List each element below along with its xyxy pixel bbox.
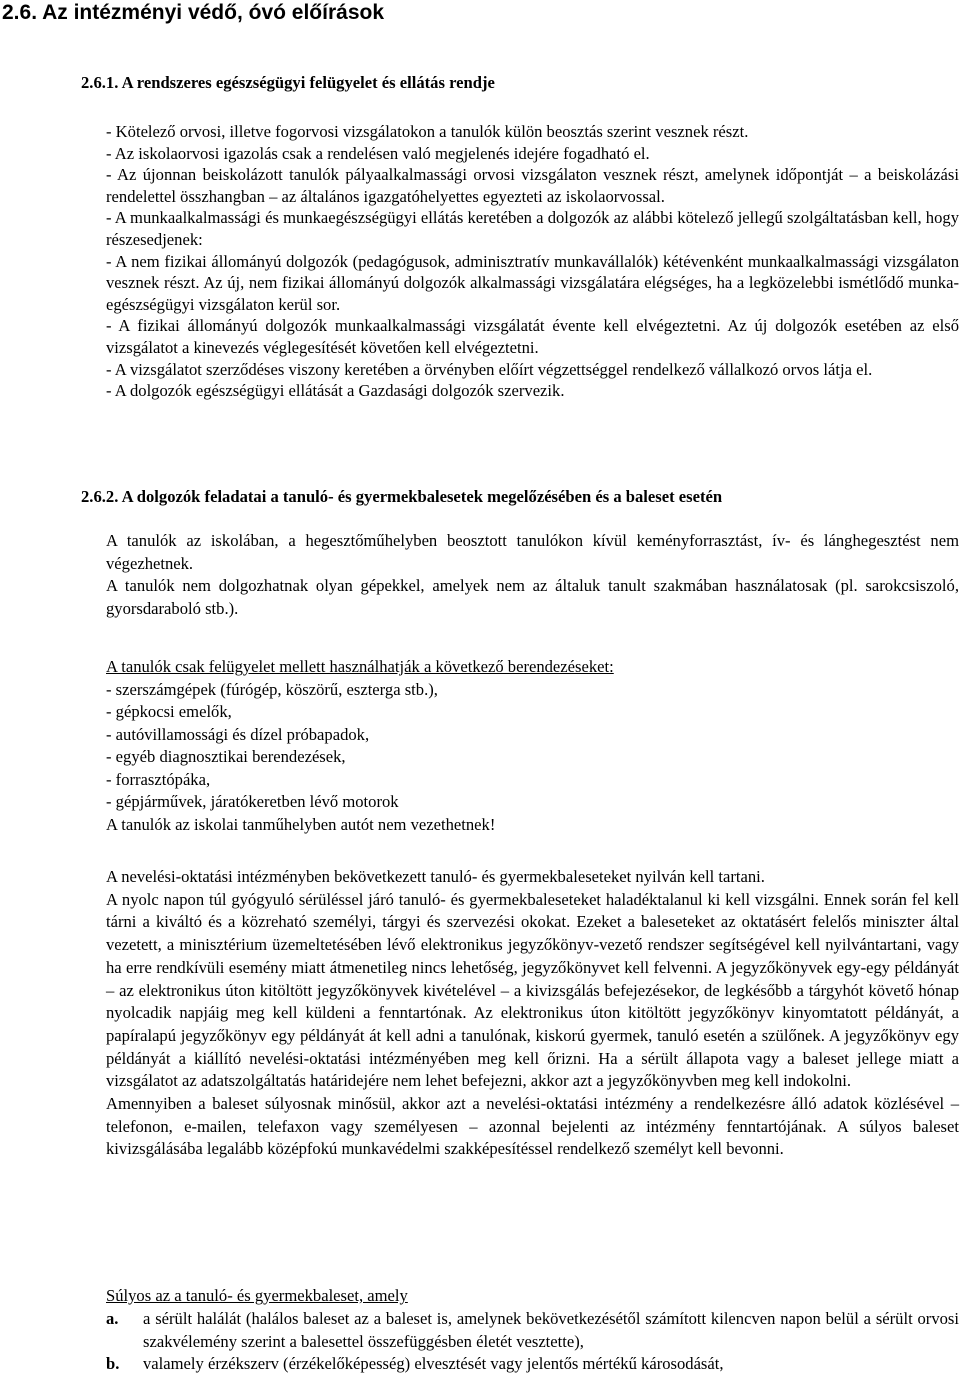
accident-procedure <box>106 866 959 1161</box>
section-heading-2-6-1: 2.6.1. A rendszeres egészségügyi felügyelet és ellátás rendje <box>81 73 495 92</box>
paragraph: - A nem fizikai állományú dolgozók (pedagógusok, adminisztratív munkavállalók) kétévenként munkaalkalmassági vizsgálaton vesznek részt. Az új, nem fizikai állományú dolgozók alkalmassági vizsgálatára elégséges, ha a legközelebbi ismétlődő munka-egészségügyi vizsgálaton kerül sor. <box>106 251 959 314</box>
paragraph: - Az újonnan beiskolázott tanulók pályaalkalmassági orvosi vizsgálaton vesznek részt, amelynek időpontját – a beiskolázási rendelettel összhangban – az általános igazgatóhelyettes egyezteti az iskolaorvossal. <box>106 165 959 206</box>
paragraph: Amennyiben a baleset súlyosnak minősül, akkor azt a nevelési-oktatási intézmény a rendelkezésre álló adatok közlésével – telefonon, e-mailen, telefaxon vagy személyesen – azonnal bejelenti az intézmény fenntartójának. A súlyos baleset kivizsgálásába legalább középfokú munkavédelmi szakképesítéssel rendelkező személyt kell bevonni. <box>106 1094 959 1159</box>
list-item-text: a sérült halálát (halálos baleset az a baleset is, amelynek bekövetkezésétől számított kilencven napon belül a sérült orvosi szakvélemény szerint a balesettel összefüggésben életét vesztette), <box>143 1309 959 1351</box>
list-item-label: b. <box>106 1354 120 1373</box>
paragraph: - A fizikai állományú dolgozók munkaalkalmassági vizsgálatát évente kell elvégeztetni. Az új dolgozók esetében az első vizsgálatot a kinevezés véglegesítését követően kell elvégeztetni. <box>106 316 959 357</box>
section-heading-2-6-2: 2.6.2. A dolgozók feladatai a tanuló- és gyermekbalesetek megelőzésében és a baleset esetén <box>81 487 723 506</box>
paragraph: - A dolgozók egészségügyi ellátását a Gazdasági dolgozók szervezik. <box>106 381 565 401</box>
list-item-text: valamely érzékszerv (érzékelőképesség) elvesztését vagy jelentős mértékű károsodását, <box>143 1354 724 1373</box>
paragraph: - Kötelező orvosi, illetve fogorvosi vizsgálatokon a tanulók külön beosztás szerint vesznek részt. <box>106 122 749 141</box>
list-item-label: a. <box>106 1309 119 1328</box>
section-2-6-1-body <box>106 121 959 402</box>
section-2-6-2-intro <box>106 530 959 620</box>
paragraph: - A vizsgálatot szerződéses viszony keretében a örvényben előírt végzettséggel rendelkező vállalkozó orvos látja el. <box>106 359 873 379</box>
list-item: - egyéb diagnosztikai berendezések, <box>106 747 346 766</box>
page-title: 2.6. Az intézményi védő, óvó előírások <box>2 1 385 24</box>
list-item: - gépkocsi emelők, <box>106 702 232 721</box>
list-item: - szerszámgépek (fúrógép, köszörű, eszterga stb.), <box>106 679 438 699</box>
severe-list <box>106 1308 959 1376</box>
paragraph: A tanulók nem dolgozhatnak olyan gépekkel, amelyek nem az általuk tanult szakmában használatosak (pl. sarokcsiszoló, gyorsdaraboló stb.). <box>106 576 959 618</box>
list-item <box>106 1353 959 1376</box>
equipment-list <box>106 656 959 836</box>
list-item: - autóvillamossági és dízel próbapadok, <box>106 724 370 744</box>
paragraph: A tanulók az iskolában, a hegesztőműhelyben beosztott tanulókon kívül keményforrasztást, ív- és lánghegesztést nem végezhetnek. <box>106 531 959 573</box>
severe-heading: Súlyos az a tanuló- és gyermekbaleset, amely <box>106 1286 408 1305</box>
list-item <box>106 1308 959 1353</box>
paragraph: A nevelési-oktatási intézményben bekövetkezett tanuló- és gyermekbaleseteket nyilván kell tartani. <box>106 867 765 886</box>
equipment-note: A tanulók az iskolai tanműhelyben autót nem vezethetnek! <box>106 814 496 834</box>
paragraph: A nyolc napon túl gyógyuló sérüléssel járó tanuló- és gyermekbaleseteket haladéktalanul ki kell vizsgálni. Ennek során fel kell tárni a kiváltó és a közreható személyi, tárgyi és szervezési okokat. Ezeket a baleseteket az oktatásért felelős miniszter által vezetett, a minisztérium üzemeltetésében lévő elektronikus jegyzőkönyv-vezető rendszer segítségével kell nyilvántartani, vagy ha erre rendkívüli esemény miatt átmenetileg nincs lehetőség, jegyzőkönyvet kell felvenni. A jegyzőkönyvek egy-egy példányát – az elektronikus úton kitöltött jegyzőkönyvek kivételével – a kivizsgálás befejezésekor, de legkésőbb a tárgyhót követő hónap nyolcadik napjáig meg kell küldeni a fenntartónak. Az elektronikus úton kitöltött jegyzőkönyv kinyomtatott példányát, a papíralapú jegyzőkönyv egy példányát át kell adni a tanulónak, kiskorú gyermek, tanuló esetén a szülőnek. A jegyzőkönyv egy példányát a kiállító nevelési-oktatási intézményében meg kell őrizni. Ha a sérült állapota vagy a baleset jellege miatt a vizsgálatot az adatszolgáltatás határidejére nem lehet befejezni, akkor azt a jegyzőkönyvben meg kell indokolni. <box>106 889 959 1091</box>
paragraph: - A munkaalkalmassági és munkaegészségügyi ellátás keretében a dolgozók az alábbi kötelező jellegű szolgáltatásban kell, hogy részesedjenek: <box>106 208 959 249</box>
list-item: - forrasztópáka, <box>106 769 211 789</box>
equipment-heading: A tanulók csak felügyelet mellett használhatják a következő berendezéseket: <box>106 657 614 676</box>
list-item: - gépjárművek, járatókeretben lévő motorok <box>106 792 399 811</box>
paragraph: - Az iskolaorvosi igazolás csak a rendelésen való megjelenés idejére fogadható el. <box>106 143 650 163</box>
